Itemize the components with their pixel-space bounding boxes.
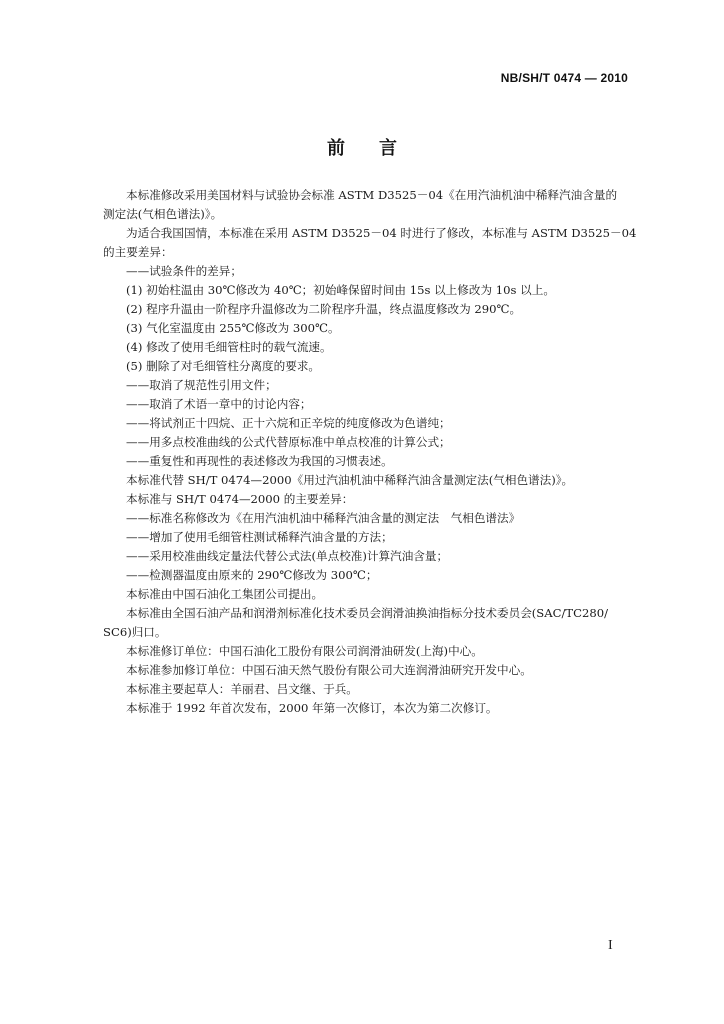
paragraph-line: 本标准修订单位：中国石油化工股份有限公司润滑油研发(上海)中心。 [126, 644, 483, 658]
paragraph-line: 的主要差异： [103, 245, 173, 259]
paragraph-line: 本标准与 SH/T 0474—2000 的主要差异： [126, 492, 354, 506]
paragraph-line: 本标准修改采用美国材料与试验协会标准 ASTM D3525－04《在用汽油机油中稀释汽油含量的 [126, 188, 618, 202]
list-item: (2) 程序升温由一阶程序升温修改为二阶程序升温，终点温度修改为 290℃。 [126, 302, 522, 316]
list-item: ——取消了术语一章中的讨论内容； [126, 397, 312, 411]
page-title: 前言 [327, 138, 431, 159]
list-item: (3) 气化室温度由 255℃修改为 300℃。 [126, 321, 340, 335]
list-item: (5) 删除了对毛细管柱分离度的要求。 [126, 359, 321, 373]
list-item: ——增加了使用毛细管柱测试稀释汽油含量的方法； [126, 530, 393, 544]
paragraph-line: 本标准由中国石油化工集团公司提出。 [126, 587, 324, 601]
list-item: ——取消了规范性引用文件； [126, 378, 277, 392]
list-item: (1) 初始柱温由 30℃修改为 40℃；初始峰保留时间由 15s 以上修改为 10s 以上。 [126, 283, 555, 297]
list-item: ——检测器温度由原来的 290℃修改为 300℃； [126, 568, 378, 582]
list-item: (4) 修改了使用毛细管柱时的载气流速。 [126, 340, 332, 354]
paragraph-line: 本标准由全国石油产品和润滑剂标准化技术委员会润滑油换油指标分技术委员会(SAC/TC280/ [126, 606, 609, 620]
list-item: ——标准名称修改为《在用汽油机油中稀释汽油含量的测定法 气相色谱法》 [126, 511, 521, 525]
standard-code-header: NB/SH/T 0474 — 2010 [500, 71, 628, 85]
list-item: ——采用校准曲线定量法代替公式法(单点校准)计算汽油含量； [126, 549, 449, 563]
list-item: ——试验条件的差异； [126, 264, 242, 278]
foreword-body [103, 186, 637, 718]
paragraph-line: 测定法(气相色谱法)》。 [103, 207, 223, 221]
page-number: I [608, 938, 613, 953]
list-item: ——重复性和再现性的表述修改为我国的习惯表述。 [126, 454, 393, 468]
paragraph-line: 本标准主要起草人：羊丽君、吕文继、于兵。 [126, 682, 358, 696]
list-item: ——将试剂正十四烷、正十六烷和正辛烷的纯度修改为色谱纯； [126, 416, 451, 430]
paragraph-line: 为适合我国国情，本标准在采用 ASTM D3525－04 时进行了修改，本标准与 ASTM D3525－04 [126, 226, 637, 240]
paragraph-line: 本标准参加修订单位：中国石油天然气股份有限公司大连润滑油研究开发中心。 [126, 663, 532, 677]
paragraph-line: 本标准代替 SH/T 0474—2000《用过汽油机油中稀释汽油含量测定法(气相色谱法)》。 [126, 473, 574, 487]
paragraph-line: 本标准于 1992 年首次发布，2000 年第一次修订，本次为第二次修订。 [126, 701, 498, 715]
paragraph-line: SC6)归口。 [103, 625, 167, 639]
list-item: ——用多点校准曲线的公式代替原标准中单点校准的计算公式； [126, 435, 451, 449]
